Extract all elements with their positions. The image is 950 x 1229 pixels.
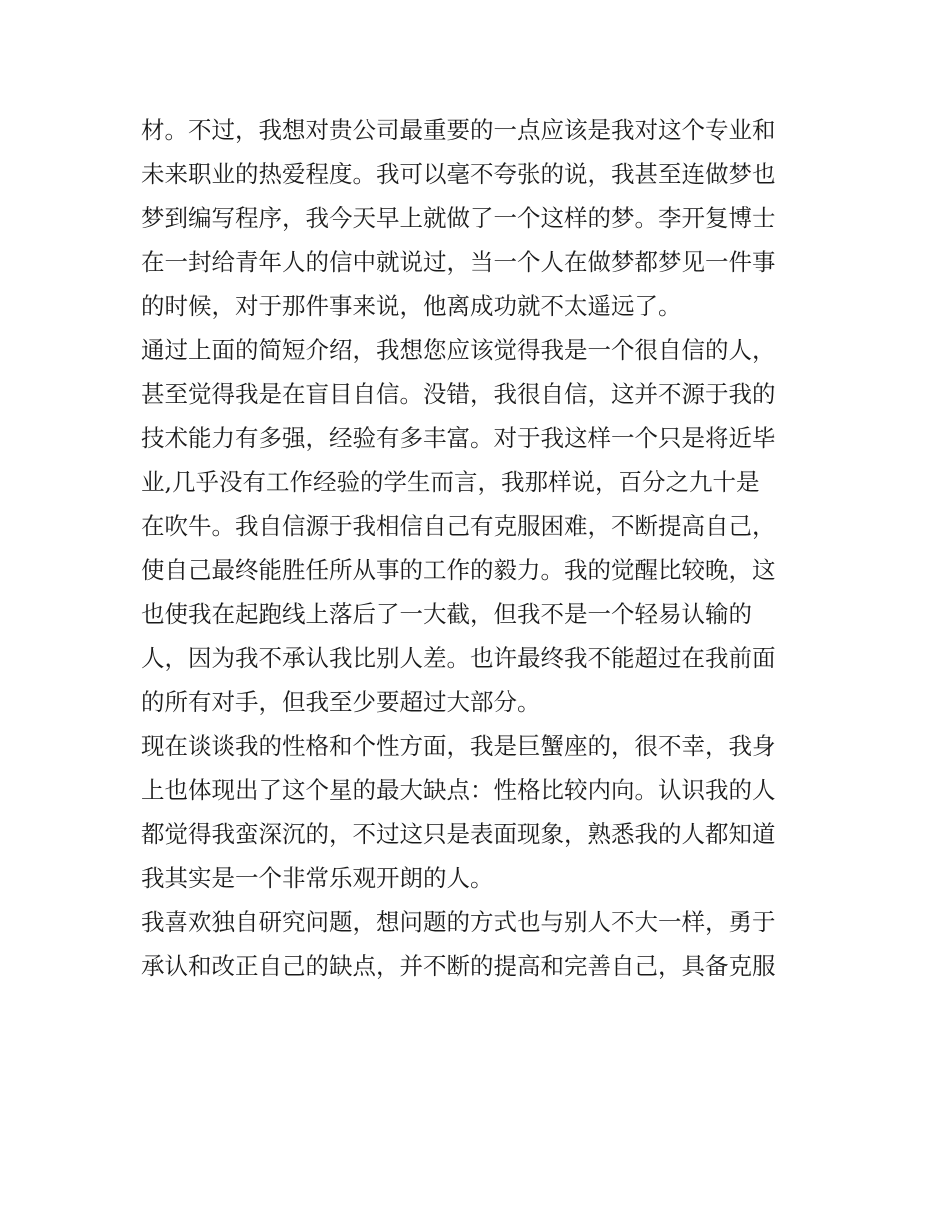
text-line: 甚至觉得我是在盲目自信。没错，我很自信，这并不源于我的 (141, 380, 776, 408)
text-line: 材。不过，我想对贵公司最重要的一点应该是我对这个专业和 (141, 116, 776, 144)
text-line: 的时候，对于那件事来说，他离成功就不太遥远了。 (141, 292, 682, 320)
text-line: 我喜欢独自研究问题，想问题的方式也与别人不大一样，勇于 (141, 908, 776, 936)
text-line: 技术能力有多强，经验有多丰富。对于我这样一个只是将近毕 (141, 424, 776, 452)
text-line: 通过上面的简短介绍，我想您应该觉得我是一个很自信的人， (141, 336, 776, 364)
text-line: 未来职业的热爱程度。我可以毫不夸张的说，我甚至连做梦也 (141, 160, 776, 188)
text-line: 在吹牛。我自信源于我相信自己有克服困难，不断提高自己， (141, 512, 776, 540)
text-line: 我其实是一个非常乐观开朗的人。 (141, 864, 494, 892)
text-line: 都觉得我蛮深沉的，不过这只是表面现象，熟悉我的人都知道 (141, 820, 776, 848)
text-line: 使自己最终能胜任所从事的工作的毅力。我的觉醒比较晚，这 (141, 556, 776, 584)
document-body (141, 108, 821, 988)
text-line: 也使我在起跑线上落后了一大截，但我不是一个轻易认输的 (141, 600, 752, 628)
text-line: 现在谈谈我的性格和个性方面，我是巨蟹座的，很不幸，我身 (141, 732, 776, 760)
text-line: 人，因为我不承认我比别人差。也许最终我不能超过在我前面 (141, 644, 776, 672)
text-line: 上也体现出了这个星的最大缺点：性格比较内向。认识我的人 (141, 776, 776, 804)
text-line: 的所有对手，但我至少要超过大部分。 (141, 688, 541, 716)
text-line: 承认和改正自己的缺点，并不断的提高和完善自己，具备克服 (141, 952, 776, 980)
text-line: 梦到编写程序，我今天早上就做了一个这样的梦。李开复博士 (141, 204, 776, 232)
text-line: 在一封给青年人的信中就说过，当一个人在做梦都梦见一件事 (141, 248, 776, 276)
text-line: 业,几乎没有工作经验的学生而言，我那样说，百分之九十是 (141, 468, 760, 496)
